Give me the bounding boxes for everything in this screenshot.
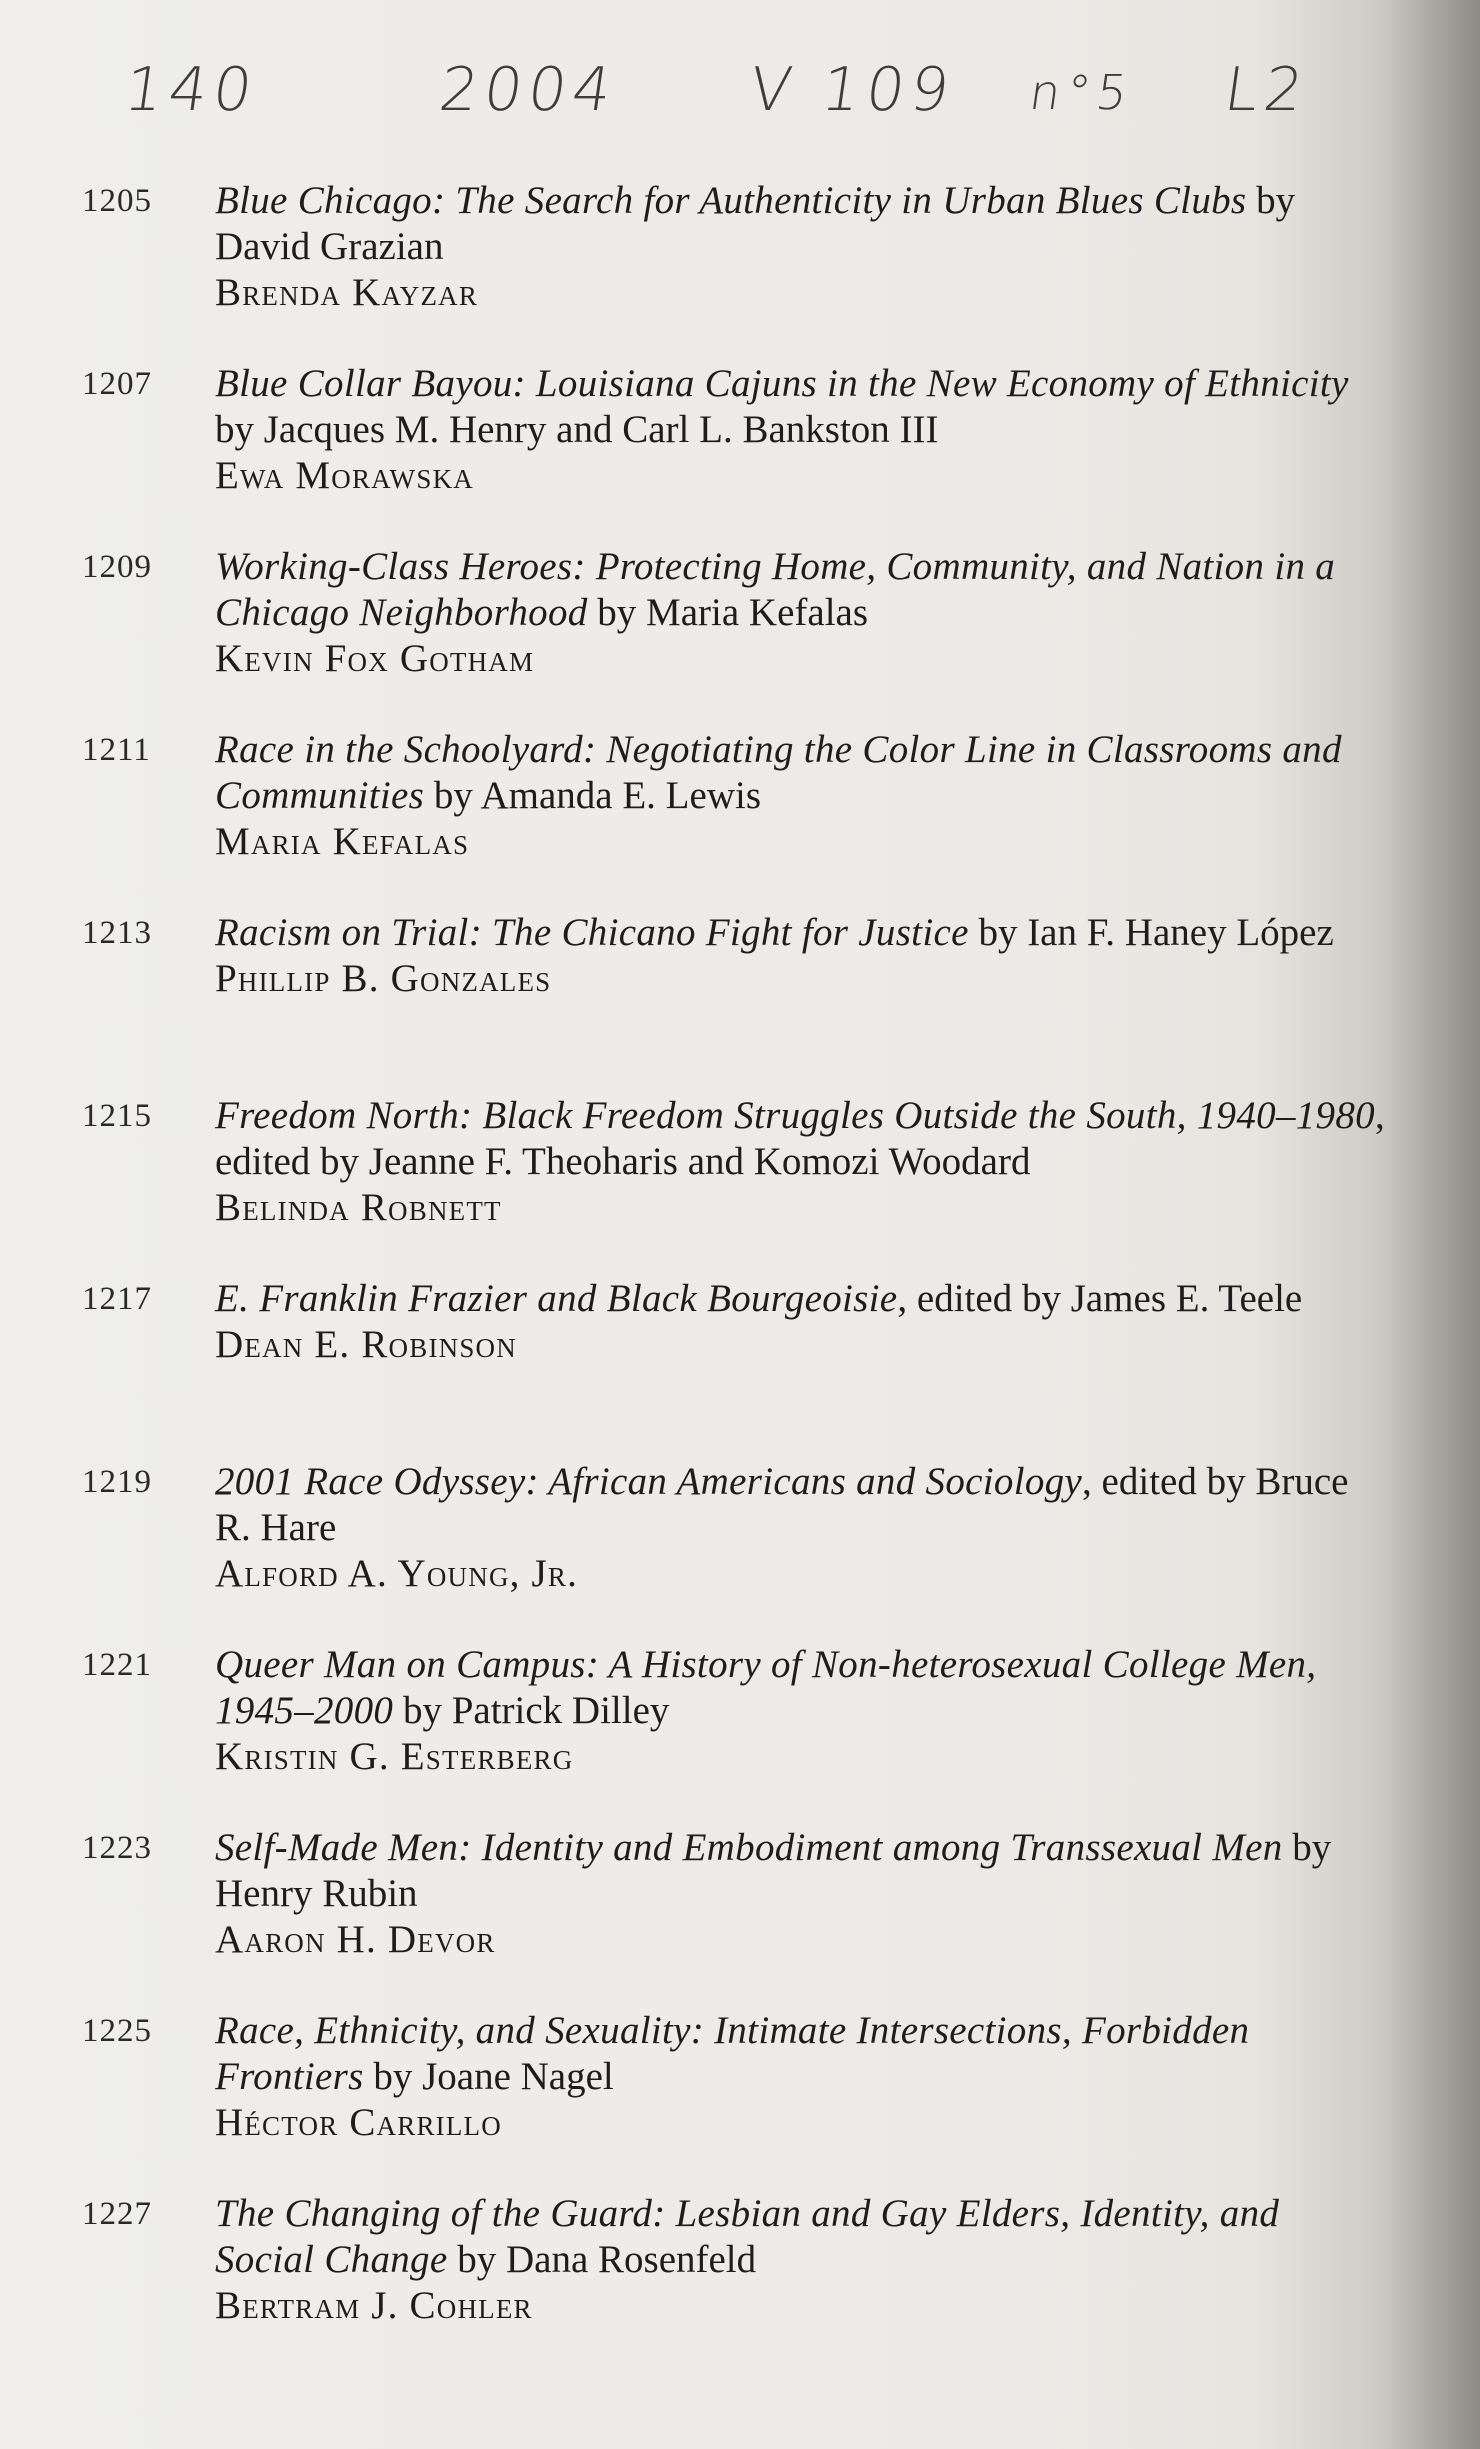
review-citation — [215, 1276, 1385, 1368]
book-byline: by Patrick Dilley — [393, 1689, 670, 1732]
book-title: Working-Class Heroes: Protecting Home, Community, and Nation in a Chicago Neighborhood — [215, 545, 1336, 634]
page-number: 1215 — [82, 1098, 152, 1134]
page-number: 1217 — [82, 1281, 152, 1317]
book-title: Freedom North: Black Freedom Struggles Outside the South, 1940–1980 — [215, 1094, 1375, 1137]
book-title: Blue Chicago: The Search for Authenticity in Urban Blues Clubs — [215, 179, 1247, 222]
review-citation — [215, 361, 1385, 499]
book-byline: by Joane Nagel — [363, 2055, 614, 2098]
reviewer-name: Belinda Robnett — [215, 1186, 502, 1229]
page-number: 1205 — [82, 183, 152, 219]
reviewer-name: Phillip B. Gonzales — [215, 957, 552, 1000]
book-byline: by Ian F. Haney López — [968, 911, 1334, 954]
page-number: 1211 — [82, 732, 151, 768]
review-citation — [215, 178, 1385, 316]
book-byline: by Jacques M. Henry and Carl L. Bankston III — [215, 408, 939, 451]
review-citation — [215, 1825, 1385, 1963]
review-citation — [215, 1459, 1385, 1597]
page-number: 1213 — [82, 915, 152, 951]
page-number: 1221 — [82, 1647, 152, 1683]
book-byline: by David Grazian — [215, 179, 1296, 268]
book-title: Queer Man on Campus: A History of Non-heterosexual College Men, 1945–2000 — [215, 1643, 1317, 1732]
page-number: 1223 — [82, 1830, 152, 1866]
book-title: Self-Made Men: Identity and Embodiment among Transsexual Men — [215, 1826, 1283, 1869]
reviewer-name: Brenda Kayzar — [215, 271, 479, 314]
review-citation — [215, 2008, 1385, 2146]
book-title: Race, Ethnicity, and Sexuality: Intimate Intersections, Forbidden Frontiers — [215, 2009, 1250, 2098]
reviewer-name: Kristin G. Esterberg — [215, 1735, 574, 1778]
book-byline: , edited by Jeanne F. Theoharis and Komozi Woodard — [215, 1094, 1385, 1183]
review-citation — [215, 910, 1385, 1002]
book-byline: by Maria Kefalas — [587, 591, 869, 634]
reviewer-name: Aaron H. Devor — [215, 1918, 496, 1961]
handwritten-volume-code: 140 — [120, 55, 263, 125]
review-citation — [215, 1093, 1385, 1231]
book-title: Race in the Schoolyard: Negotiating the Color Line in Classrooms and Communities — [215, 728, 1342, 817]
book-title: Blue Collar Bayou: Louisiana Cajuns in the New Economy of Ethnicity — [215, 362, 1349, 405]
book-title: 2001 Race Odyssey: African Americans and Sociology — [215, 1460, 1083, 1503]
page-number: 1209 — [82, 549, 152, 585]
review-citation — [215, 544, 1385, 682]
handwritten-issue: n°5 — [1026, 65, 1137, 121]
book-byline: by Amanda E. Lewis — [424, 774, 761, 817]
reviewer-name: Kevin Fox Gotham — [215, 637, 535, 680]
book-byline: by Dana Rosenfeld — [447, 2238, 757, 2281]
handwritten-volume: V 109 — [745, 55, 960, 125]
review-citation — [215, 1642, 1385, 1780]
book-title: Racism on Trial: The Chicano Fight for Justice — [215, 911, 969, 954]
book-byline: , edited by Bruce R. Hare — [215, 1460, 1349, 1549]
reviewer-name: Héctor Carrillo — [215, 2101, 502, 2144]
page-number: 1227 — [82, 2196, 152, 2232]
book-byline: by Henry Rubin — [215, 1826, 1332, 1915]
reviewer-name: Ewa Morawska — [215, 454, 474, 497]
review-citation — [215, 2191, 1385, 2329]
book-byline: , edited by James E. Teele — [897, 1277, 1303, 1320]
handwritten-year: 2004 — [435, 55, 622, 125]
reviewer-name: Alford A. Young, Jr. — [215, 1552, 579, 1595]
page-number: 1207 — [82, 366, 152, 402]
reviewer-name: Bertram J. Cohler — [215, 2284, 533, 2327]
page-number: 1219 — [82, 1464, 152, 1500]
reviewer-name: Dean E. Robinson — [215, 1323, 517, 1366]
page-number: 1225 — [82, 2013, 152, 2049]
book-title: E. Franklin Frazier and Black Bourgeoisie — [215, 1277, 898, 1320]
reviewer-name: Maria Kefalas — [215, 820, 470, 863]
book-title: The Changing of the Guard: Lesbian and Gay Elders, Identity, and Social Change — [215, 2192, 1280, 2281]
handwritten-mark: L2 — [1220, 55, 1314, 125]
review-citation — [215, 727, 1385, 865]
handwritten-note — [0, 55, 1480, 145]
